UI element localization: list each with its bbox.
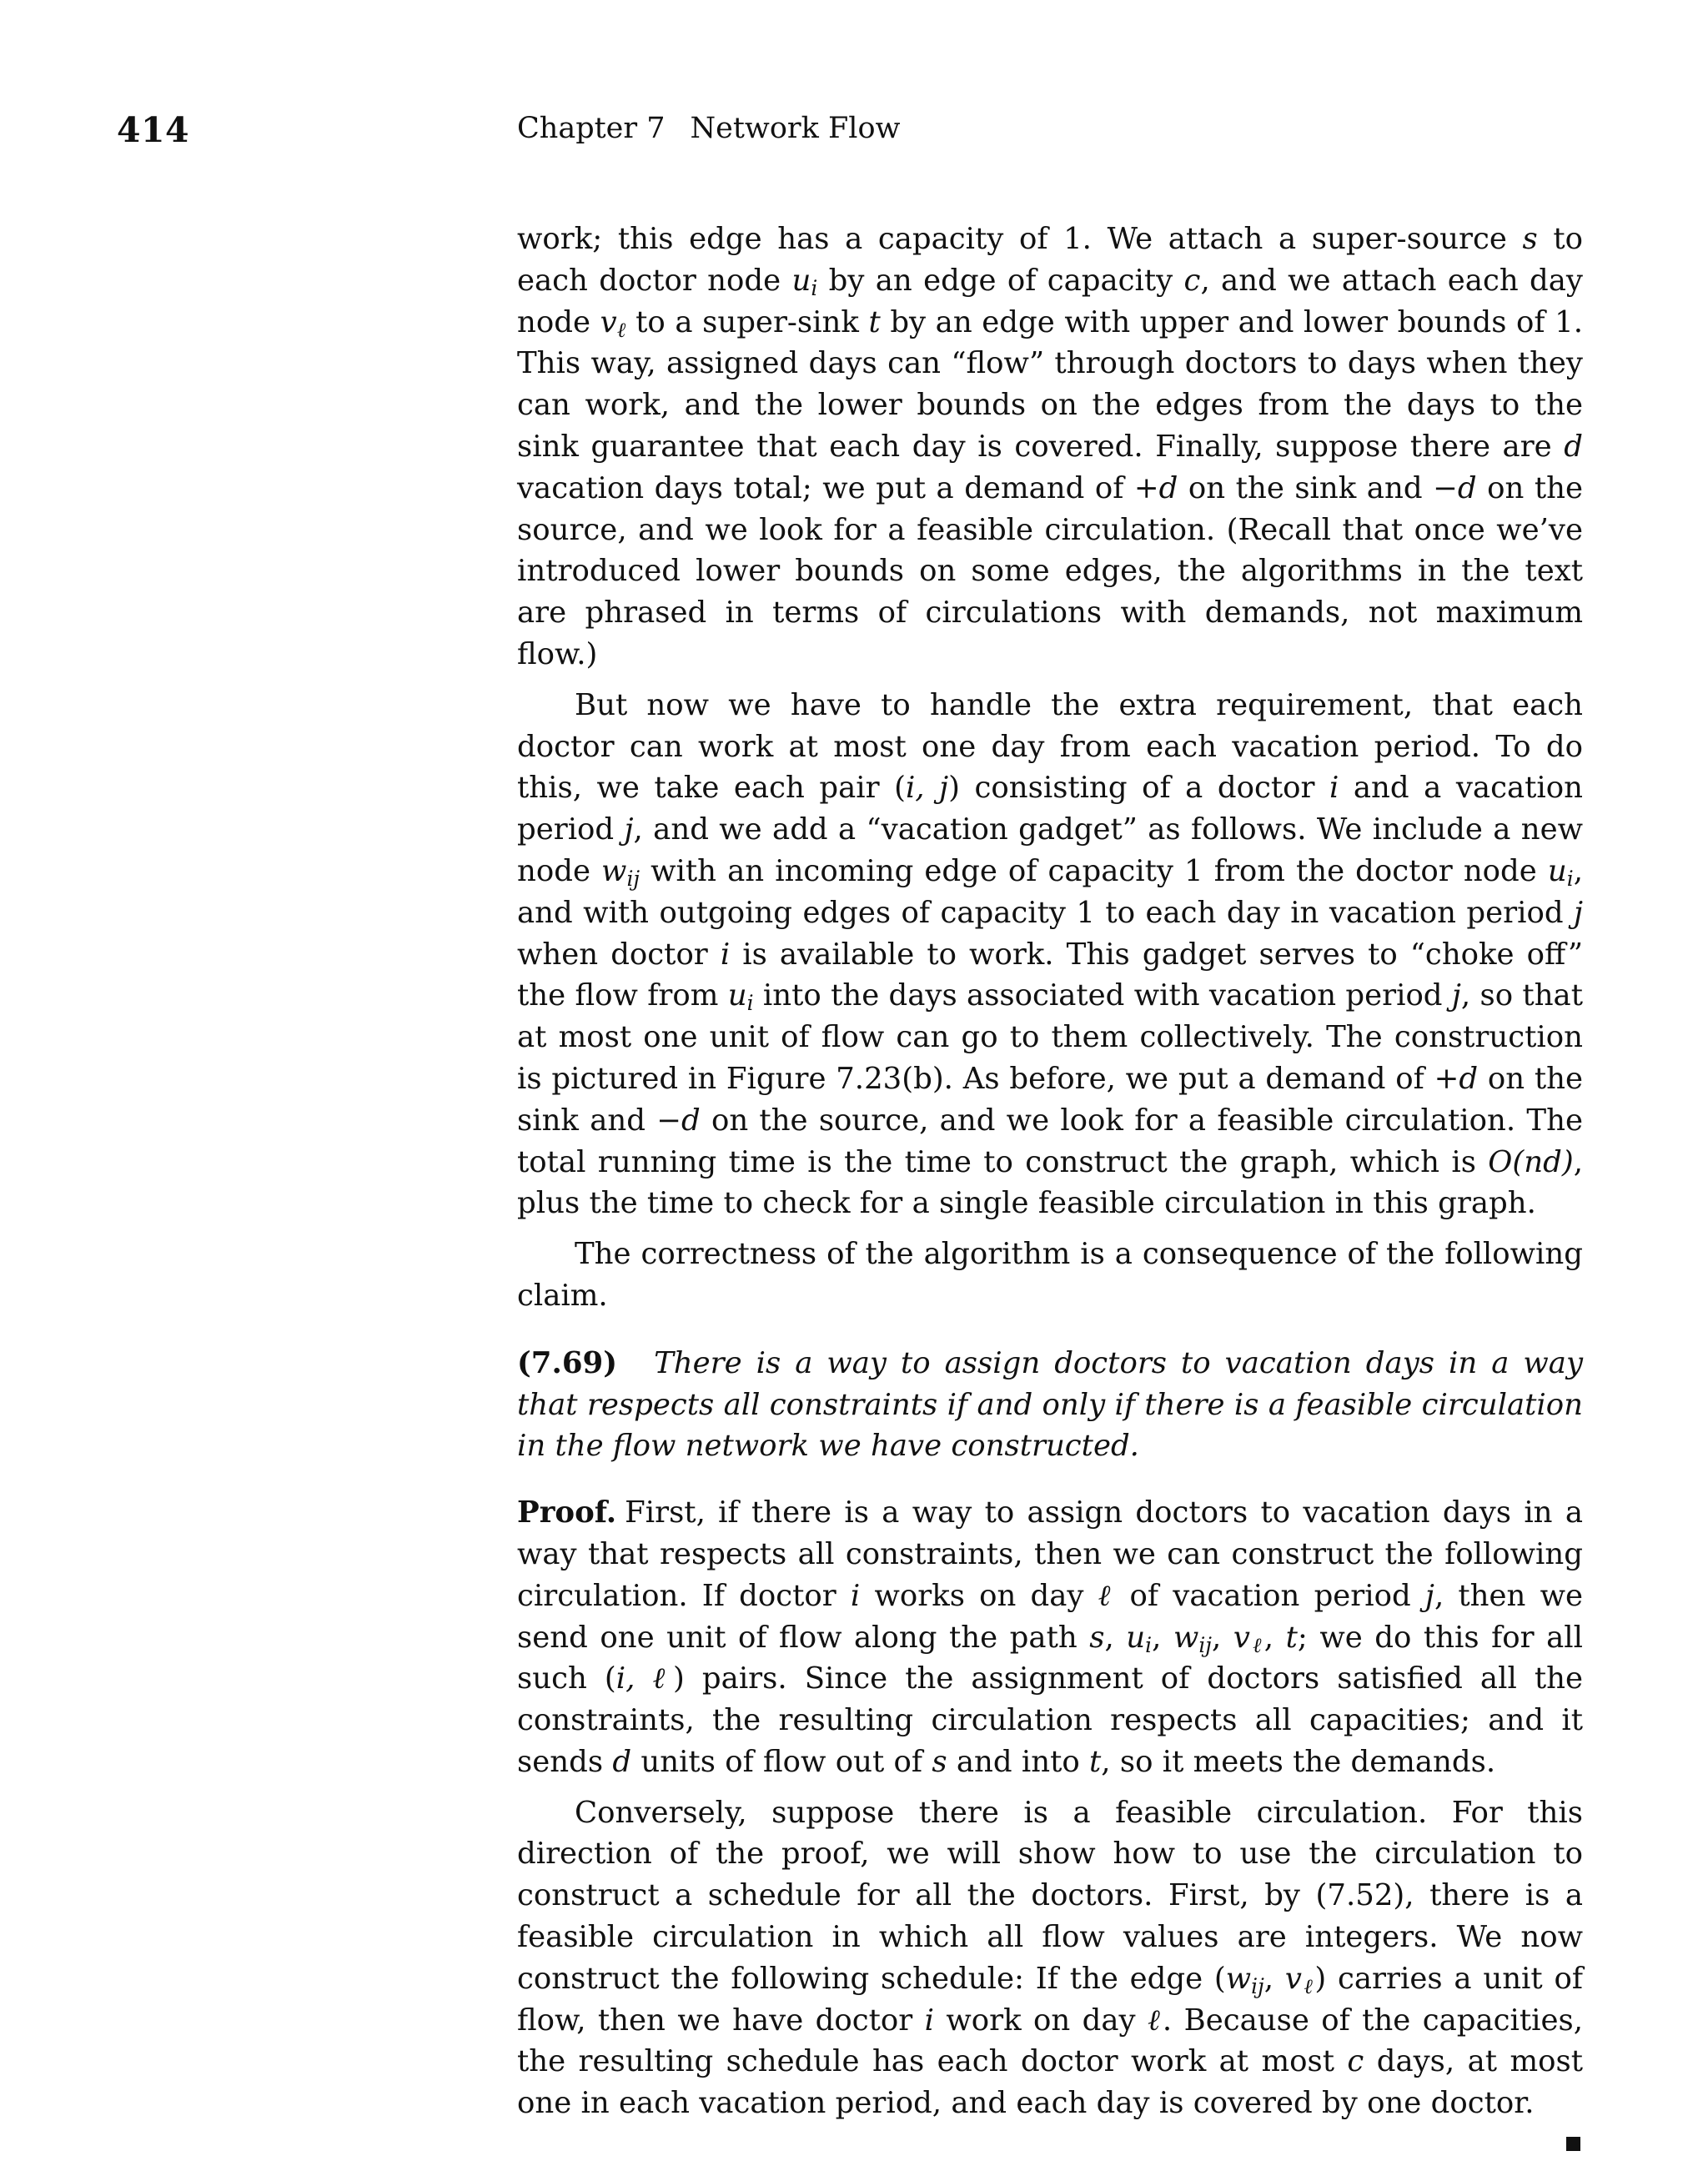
proof-paragraph: Proof. First, if there is a way to assign doctors to vacation days in a way that respects all constraints, then we can construct the following circulation. If doctor i works on day ℓ of vacation period j, then we send one unit of flow along the path s, $u_i$, $w_{ij}$, $v_\ell$, t; we do this for all such (i, ℓ) pairs. Since the assignment of doctors satisfied all the constraints, the resulting circulation respects all capacities; and it sends d units of flow out of s and into t, so it meets the demands. xyxy=(517,1495,1584,1779)
page-number: 414 xyxy=(117,110,190,150)
paragraph-5: Conversely, suppose there is a feasible circulation. For this direction of the proof, we will show how to use the circulation to construct a schedule for all the doctors. First, by (7.52), there is a feasible circulation in which all flow values are integers. We now construct the following schedule: If the edge ($w_{ij}$, $v_\ell$) carries a unit of flow, then we have doctor i work on day ℓ. Because of the capacities, the resulting schedule has each doctor work at most c days, at most one in each vacation period, and each day is covered by one doctor. xyxy=(517,1795,1584,2121)
claim-number: (7.69) xyxy=(517,1345,618,1380)
chapter-label: Chapter 7 xyxy=(517,112,666,145)
proof-label: Proof. xyxy=(517,1495,617,1530)
paragraph-1: work; this edge has a capacity of 1. We attach a super-source s to each doctor node $u_i$ by an edge of capacity c, and we attach each day node $v_\ell$ to a super-sink t by an edge with upper and lower bounds of 1. This way, assigned days can “flow” through doctors to days when they can work, and the lower bounds on the edges from the days to the sink guarantee that each day is covered. Finally, suppose there are d vacation days total; we put a demand of +d on the sink and −d on the source, and we look for a feasible circulation. (Recall that once we’ve introduced lower bounds on some edges, the algorithms in the text are phrased in terms of circulations with demands, not maximum flow.) xyxy=(517,222,1583,671)
running-head xyxy=(517,112,901,145)
claim-text: There is a way to assign doctors to vacation days in a way that respects all constraints if and only if there is a feasible circulation in the flow network we have constructed. xyxy=(517,1345,1583,1464)
paragraph-2: But now we have to handle the extra requirement, that each doctor can work at most one day from each vacation period. To do this, we take each pair (i, j) consisting of a doctor i and a vacation period j, and we add a “vacation gadget” as follows. We include a new node $w_{ij}$ with an incoming edge of capacity 1 from the doctor node $u_i$, and with outgoing edges of capacity 1 to each day in vacation period j when doctor i is available to work. This gadget serves to “choke off” the flow from $u_i$ into the days associated with vacation period j, so that at most one unit of flow can go to them collectively. The construction is pictured in Figure 7.23(b). As before, we put a demand of +d on the sink and −d on the source, and we look for a feasible circulation. The total running time is the time to construct the graph, which is O(nd), plus the time to check for a single feasible circulation in this graph. xyxy=(517,687,1584,1221)
qed-mark-container xyxy=(517,2124,1583,2161)
text-block xyxy=(517,219,1583,2161)
chapter-title: Network Flow xyxy=(690,112,901,145)
paragraph-3: The correctness of the algorithm is a consequence of the following claim. xyxy=(517,1237,1583,1313)
claim-7-69 xyxy=(517,1343,1583,1467)
qed-square-icon xyxy=(1566,2137,1580,2151)
